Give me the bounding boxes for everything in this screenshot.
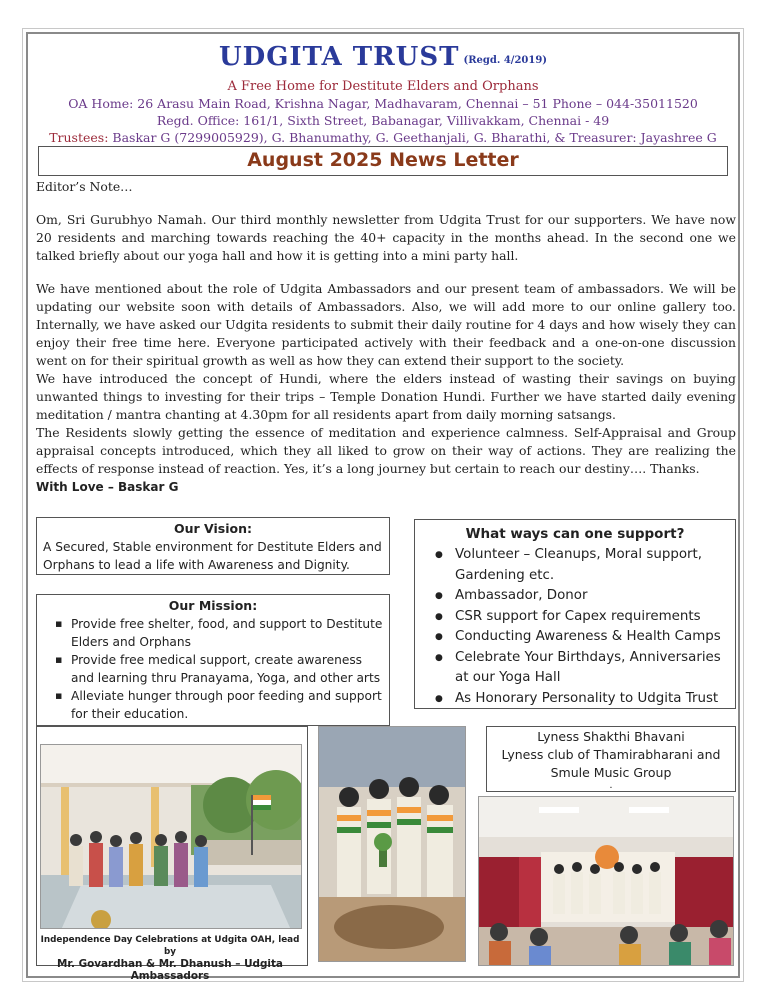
support-item: ● Volunteer – Cleanups, Moral support, Gardening etc. xyxy=(443,545,727,586)
trustees-label: Trustees: xyxy=(49,130,109,145)
mission-item: ▪ Provide free shelter, food, and support to Destitute Elders and Orphans xyxy=(61,615,383,651)
trustees-names: Baskar G (7299005929), G. Bhanumathy, G. Geethanjali, G. Bharathi, & Treasurer: Jayashree G xyxy=(108,130,717,145)
mission-item: ▪ Alleviate hunger through poor feeding and support for their education. xyxy=(61,687,383,723)
vision-text: A Secured, Stable environment for Destitute Elders and Orphans to lead a life with Awareness and Dignity. xyxy=(43,540,382,572)
editors-note-paragraph-3: We have introduced the concept of Hundi, where the elders instead of wasting their savings on buying unwanted things to investing for their trips – Temple Donation Hundi. Further we have started daily evening meditation / mantra chanting at 4.30pm for all residents apart from daily morning satsangs. xyxy=(36,371,736,422)
registration-number: (Regd. 4/2019) xyxy=(463,55,548,66)
support-title: What ways can one support? xyxy=(465,526,685,542)
photo-caption-line-2: Mr. Govardhan & Mr. Dhanush – Udgita Ambassadors xyxy=(57,958,283,982)
lyness-caption-box xyxy=(486,726,736,792)
editors-note-paragraph-4: The Residents slowly getting the essence of meditation and experience calmness. Self-Appraisal and Group appraisal concepts introduced, which they all liked to grow on their way of actions. They are realizing the effects of response instead of reaction. Yes, it’s a long journey but certain to reach our destiny…. Thanks. xyxy=(36,425,736,476)
editors-note-heading: Editor’s Note… xyxy=(36,179,133,194)
regd-office-address: Regd. Office: 161/1, Sixth Street, Babanagar, Villivakkam, Chennai - 49 xyxy=(156,113,610,128)
lyness-line-4: . xyxy=(609,780,613,791)
support-item: ● Ambassador, Donor xyxy=(443,586,727,607)
org-title xyxy=(28,42,738,76)
org-name: UDGITA TRUST xyxy=(218,42,460,72)
independence-day-photo xyxy=(40,744,302,929)
letterhead xyxy=(28,34,738,146)
newsletter-title: August 2025 News Letter xyxy=(38,146,728,176)
editors-note xyxy=(36,178,736,496)
support-item: ● CSR support for Capex requirements xyxy=(443,607,727,628)
support-list xyxy=(423,545,727,709)
lyness-line-1: Lyness Shakthi Bhavani xyxy=(537,729,685,744)
editors-signature: With Love – Baskar G xyxy=(36,480,179,494)
newsletter-page xyxy=(26,32,740,982)
mission-title: Our Mission: xyxy=(168,598,258,613)
mission-item: ▪ Provide free medical support, create awareness and learning thru Pranayama, Yoga, and other arts xyxy=(61,651,383,687)
tagline: A Free Home for Destitute Elders and Orphans xyxy=(227,79,539,94)
vision-box xyxy=(36,517,390,575)
editors-note-paragraph-1: Om, Sri Gurubhyo Namah. Our third monthly newsletter from Udgita Trust for our supporters. We have now 20 residents and marching towards reaching the 40+ capacity in the months ahead. In the second one we talked briefly about our yoga hall and how it is getting into a mini party hall. xyxy=(36,212,736,263)
lyness-line-3: Smule Music Group xyxy=(550,765,672,780)
editors-note-paragraph-2: We have mentioned about the role of Udgita Ambassadors and our present team of ambassadors. We will be updating our website soon with details of Ambassadors. Also, we will add more to our online gallery too. Internally, we have asked our Udgita residents to submit their daily routine for 4 days and how wisely they can enjoy their free time here. Everyone participated actively with their feedback and a one-on-one discussion went on for their spiritual growth as well as how they can extend their support to the society. xyxy=(36,281,736,368)
trustees-line xyxy=(28,129,738,146)
support-item: ● Celebrate Your Birthdays, Anniversaries at our Yoga Hall xyxy=(443,648,727,689)
photo-caption-line-1: Independence Day Celebrations at Udgita OAH, lead by xyxy=(40,935,300,957)
oa-home-address: OA Home: 26 Arasu Main Road, Krishna Nagar, Madhavaram, Chennai – 51 Phone – 044-35011520 xyxy=(68,96,698,111)
vision-title: Our Vision: xyxy=(174,521,252,536)
yoga-hall-event-photo xyxy=(478,796,734,966)
lyness-line-2: Lyness club of Thamirabharani and xyxy=(501,747,721,762)
mission-list xyxy=(43,615,383,723)
support-item: ● As Honorary Personality to Udgita Trust xyxy=(443,689,727,710)
tree-planting-photo xyxy=(318,726,466,962)
mission-box xyxy=(36,594,390,726)
photo-caption xyxy=(36,934,304,982)
support-box xyxy=(414,519,736,709)
support-item: ● Conducting Awareness & Health Camps xyxy=(443,627,727,648)
